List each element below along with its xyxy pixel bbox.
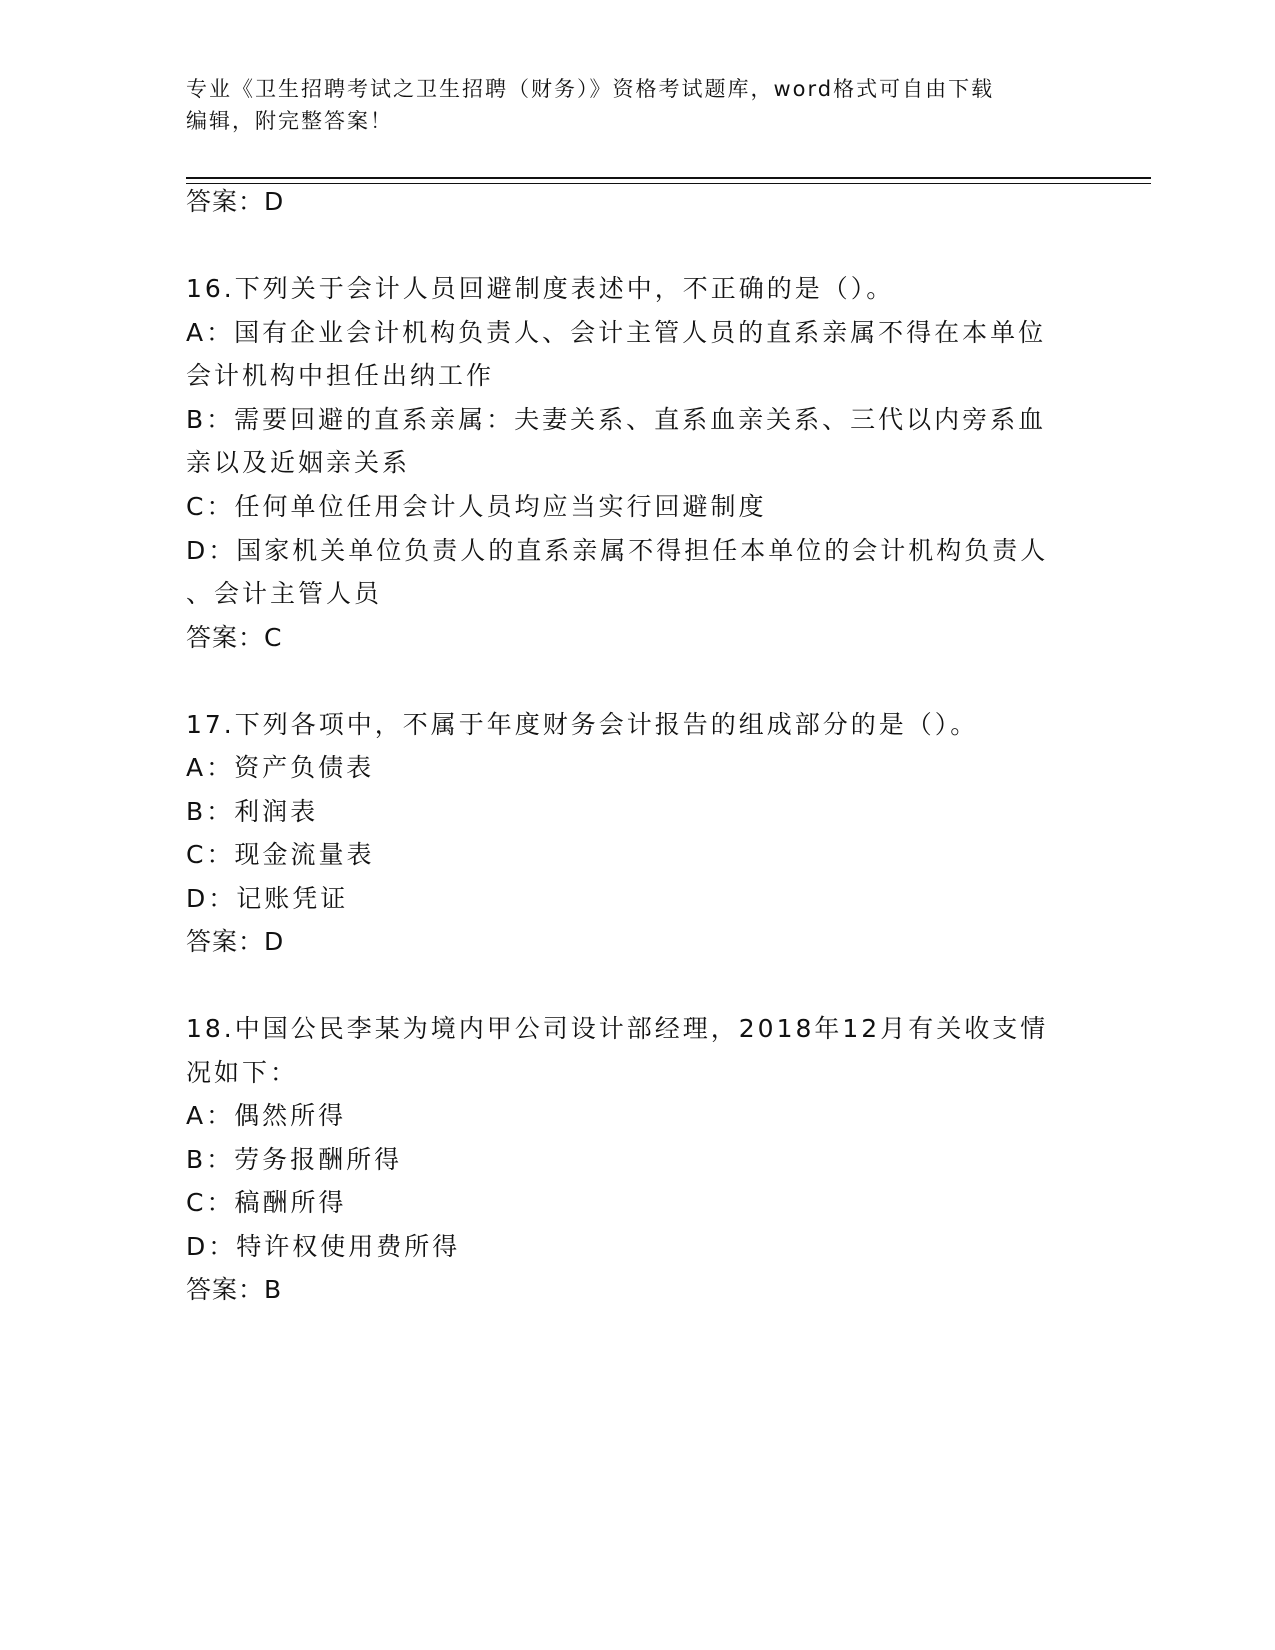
option-a: A：偶然所得 [186, 1101, 347, 1130]
header-line-1: 专业《卫生招聘考试之卫生招聘（财务）》资格考试题库，word格式可自由下载 [186, 77, 995, 101]
option-c: C：现金流量表 [186, 840, 375, 869]
answer: 答案：D [186, 927, 285, 956]
document-header [186, 73, 1086, 137]
question-stem-continued: 况如下： [186, 1058, 299, 1087]
header-divider-thick [186, 177, 1151, 179]
header-line-2: 编辑，附完整答案！ [186, 109, 393, 133]
option-d: D：记账凭证 [186, 884, 349, 913]
option-c: C：稿酬所得 [186, 1188, 347, 1217]
question-stem: 17.下列各项中，不属于年度财务会计报告的组成部分的是（）。 [186, 710, 979, 739]
question-stem: 16.下列关于会计人员回避制度表述中，不正确的是（）。 [186, 274, 895, 303]
option-b: B：利润表 [186, 797, 319, 826]
option-a: A：资产负债表 [186, 753, 375, 782]
answer: 答案：B [186, 1275, 283, 1304]
option-d: D：特许权使用费所得 [186, 1232, 461, 1261]
option-b: B：需要回避的直系亲属：夫妻关系、直系血亲关系、三代以内旁系血 [186, 405, 1047, 434]
option-d: D：国家机关单位负责人的直系亲属不得担任本单位的会计机构负责人 [186, 536, 1049, 565]
answer: 答案：C [186, 623, 283, 652]
previous-answer: 答案：D [186, 187, 285, 216]
option-d-continued: 、会计主管人员 [186, 579, 383, 608]
option-a-continued: 会计机构中担任出纳工作 [186, 361, 495, 390]
header-divider-thin [186, 183, 1151, 184]
option-b-continued: 亲以及近姻亲关系 [186, 448, 411, 477]
question-stem: 18.中国公民李某为境内甲公司设计部经理，2018年12月有关收支情 [186, 1014, 1049, 1043]
option-b: B：劳务报酬所得 [186, 1145, 403, 1174]
option-c: C：任何单位任用会计人员均应当实行回避制度 [186, 492, 767, 521]
option-a: A：国有企业会计机构负责人、会计主管人员的直系亲属不得在本单位 [186, 318, 1047, 347]
